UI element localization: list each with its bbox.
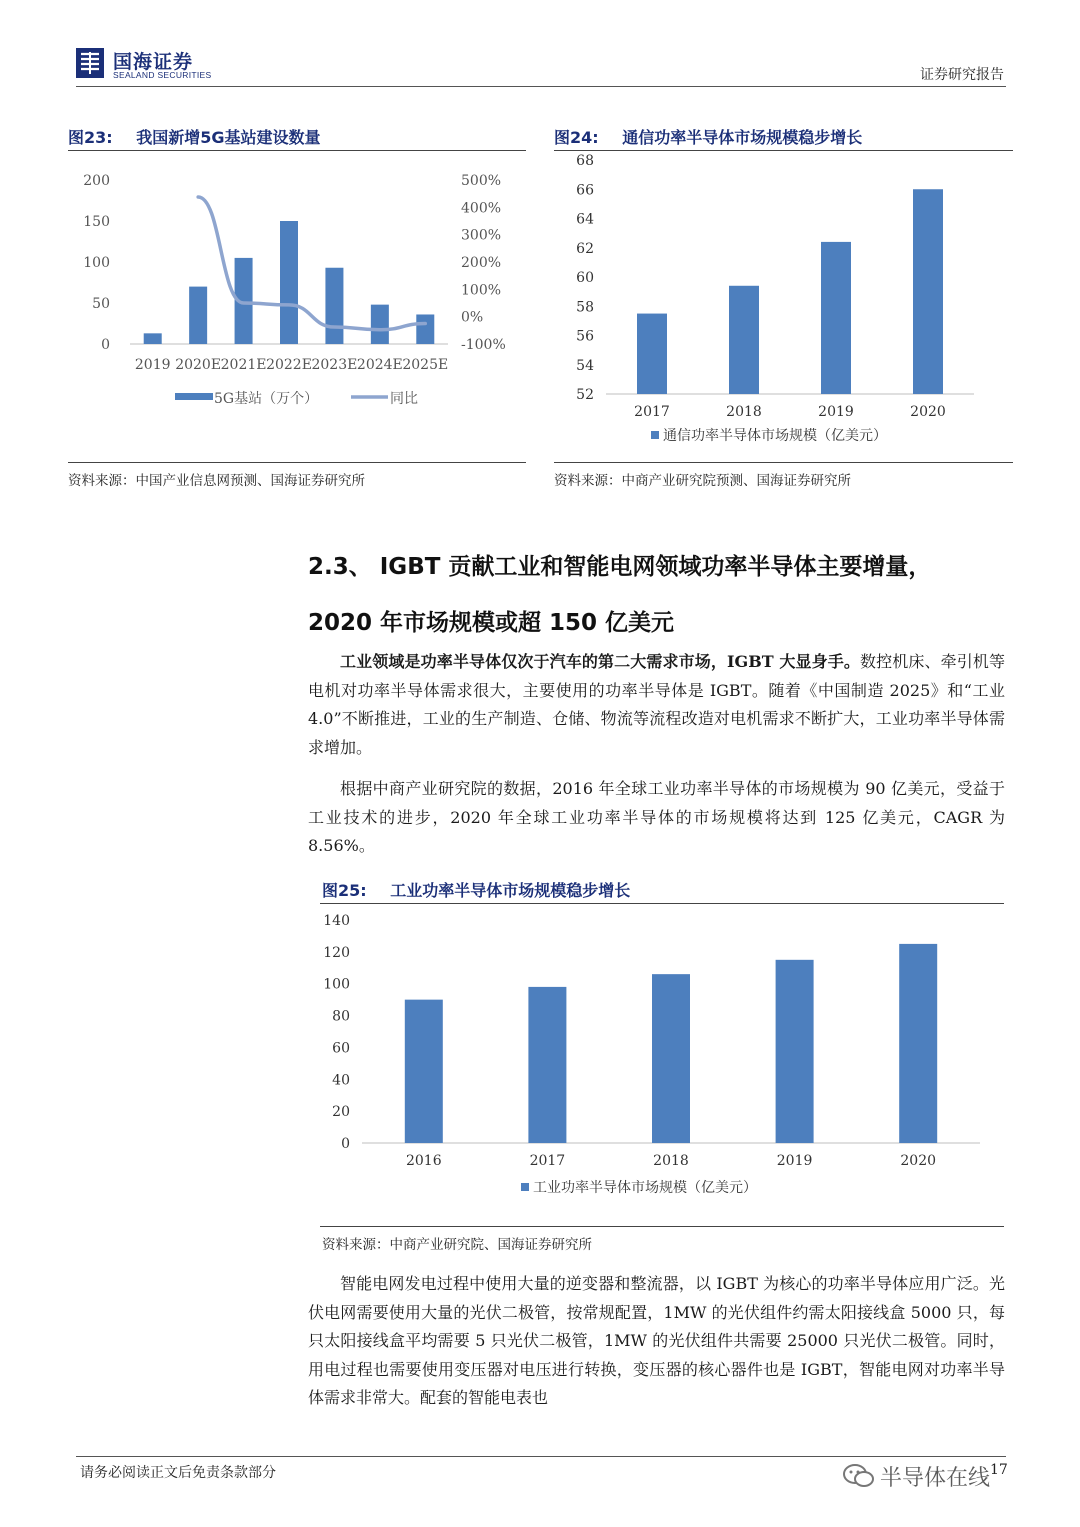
figure25-title-rule <box>320 903 1004 904</box>
paragraph-3 <box>308 1270 1005 1413</box>
paragraph-1 <box>308 648 1005 762</box>
footer-disclaimer: 请务必阅读正文后免责条款部分 <box>80 1465 276 1481</box>
figure25-bar <box>528 987 566 1143</box>
company-name: 国海证券 <box>113 51 194 73</box>
figure25-source-rule <box>320 1226 1004 1227</box>
section-heading-line2: 2020 年市场规模或超 150 亿美元 <box>308 610 675 636</box>
figure23-bar <box>144 333 162 344</box>
figure24-x-tick: 2017 <box>634 404 670 420</box>
page-number: 17 <box>990 1462 1008 1478</box>
figure24-y-tick: 66 <box>576 182 594 199</box>
figure24-title-text: 通信功率半导体市场规模稳步增长 <box>622 128 863 147</box>
figure23-right-y-tick: -100% <box>461 337 506 353</box>
wechat-icon <box>842 1462 876 1490</box>
company-name-en: SEALAND SECURITIES <box>113 70 212 80</box>
figure25-title-text: 工业功率半导体市场规模稳步增长 <box>390 881 631 900</box>
header-divider <box>76 86 1006 87</box>
figure25-bar <box>899 944 937 1143</box>
figure23-bar <box>416 314 434 344</box>
figure23-right-y-tick: 400% <box>461 200 502 217</box>
figure24-source-rule <box>554 462 1013 463</box>
figure23-x-tick: 2019 <box>134 357 171 373</box>
figure25-bar <box>776 960 814 1143</box>
paragraph-1-body: 数控机床、牵引机等电机对功率半导体需求很大，主要使用的功率半导体是 IGBT。随着《中国制造 2025》和“工业 4.0”不断推进，工业的生产制造、仓储、物流等流程改造对电机需求不断扩大，工业功率半导体需求增加。 <box>308 652 1005 757</box>
figure24-bar <box>729 286 759 394</box>
figure24-y-tick: 58 <box>576 299 594 316</box>
figure25-x-tick: 2016 <box>405 1153 442 1169</box>
company-logo-icon <box>76 48 104 78</box>
report-type: 证券研究报告 <box>920 67 1004 83</box>
figure23-label: 图23: <box>68 128 113 147</box>
figure23-source: 资料来源：中国产业信息网预测、国海证券研究所 <box>68 473 365 489</box>
figure24-bar <box>821 242 851 394</box>
figure25-y-tick: 80 <box>332 1008 350 1025</box>
figure23-right-y-tick: 500% <box>461 173 502 189</box>
figure25-x-tick: 2017 <box>529 1153 566 1169</box>
figure25-y-tick: 100 <box>323 976 350 993</box>
figure24-bar <box>913 189 943 394</box>
figure23-x-tick: 2020E <box>175 357 222 373</box>
figure25-y-tick: 60 <box>332 1040 350 1057</box>
paragraph-2 <box>308 775 1005 861</box>
figure23-left-y-tick: 100 <box>83 255 110 271</box>
figure23-left-y-tick: 150 <box>83 214 110 230</box>
figure23-left-y-tick: 50 <box>92 296 110 312</box>
figure25-x-tick: 2020 <box>900 1153 937 1169</box>
figure23-chart <box>68 155 528 425</box>
figure23-left-y-tick: 200 <box>83 173 110 189</box>
section-heading-line1: 2.3、 IGBT 贡献工业和智能电网领域功率半导体主要增量， <box>308 554 932 580</box>
figure24-chart <box>554 150 1014 450</box>
figure23-right-y-tick: 0% <box>461 309 484 326</box>
figure23-left-y-tick: 0 <box>101 337 110 353</box>
figure23-title-text: 我国新增5G基站建设数量 <box>136 128 321 147</box>
figure23-bar <box>189 287 207 344</box>
paragraph-1-lead: 工业领域是功率半导体仅次于汽车的第二大需求市场，IGBT 大显身手。 <box>340 652 860 671</box>
figure24-label: 图24: <box>554 128 599 147</box>
footer-divider <box>76 1456 1006 1457</box>
figure23-x-tick: 2023E <box>311 357 358 373</box>
figure23-source-rule <box>68 462 526 463</box>
figure23-bar <box>280 221 298 344</box>
figure25-chart <box>320 905 1005 1205</box>
figure24-y-tick: 54 <box>576 357 594 374</box>
figure25-y-tick: 40 <box>332 1072 350 1089</box>
figure24-y-tick: 68 <box>576 153 594 169</box>
figure25-label: 图25: <box>322 881 367 900</box>
figure25-y-tick: 120 <box>323 944 350 961</box>
figure23-x-tick: 2021E <box>220 357 267 373</box>
paragraph-3-text: 智能电网发电过程中使用大量的逆变器和整流器，以 IGBT 为核心的功率半导体应用广泛。光伏电网需要使用大量的光伏二极管，按常规配置，1MW 的光伏组件约需太阳接线盒 5000 只，每只太阳接线盒平均需要 5 只光伏二极管，1MW 的光伏组件共需要 25000 只光伏二极管。同时，用电过程也需要使用变压器对电压进行转换，变压器的核心器件也是 IGBT，智能电网对功率半导体需求非常大。配套的智能电表也 <box>308 1274 1005 1408</box>
figure24-bar <box>637 314 667 394</box>
figure25-x-tick: 2019 <box>776 1153 813 1169</box>
figure23-x-tick: 2025E <box>402 357 449 373</box>
figure23-bar <box>325 268 343 344</box>
figure24-y-tick: 62 <box>576 240 594 257</box>
figure24-legend-label: 通信功率半导体市场规模（亿美元） <box>663 428 887 444</box>
figure24-x-tick: 2020 <box>910 404 946 420</box>
figure23-bar <box>371 305 389 344</box>
figure23-right-y-tick: 100% <box>461 282 502 299</box>
figure24-legend-swatch <box>651 431 659 439</box>
figure24-source: 资料来源：中商产业研究院预测、国海证券研究所 <box>554 473 851 489</box>
figure25-y-tick: 140 <box>323 913 350 929</box>
figure25-legend-label: 工业功率半导体市场规模（亿美元） <box>533 1180 757 1196</box>
figure25-title <box>322 878 630 901</box>
figure25-bar <box>405 1000 443 1143</box>
figure23-title <box>68 125 321 148</box>
figure24-y-tick: 56 <box>576 328 594 345</box>
figure25-y-tick: 20 <box>332 1104 350 1121</box>
figure24-y-tick: 64 <box>576 211 594 228</box>
figure23-yoy-line <box>198 197 425 330</box>
figure25-legend-swatch <box>521 1183 529 1191</box>
figure23-legend-bar-swatch <box>175 393 213 400</box>
figure24-y-tick: 60 <box>576 270 594 286</box>
figure23-legend-line-label: 同比 <box>390 391 418 407</box>
watermark-text: 半导体在线 <box>880 1466 991 1491</box>
figure23-legend-bar-label: 5G基站（万个） <box>214 391 319 407</box>
figure25-source: 资料来源：中商产业研究院、国海证券研究所 <box>322 1237 592 1253</box>
figure23-x-tick: 2024E <box>356 357 403 373</box>
figure23-right-y-tick: 300% <box>461 227 502 244</box>
paragraph-2-text: 根据中商产业研究院的数据，2016 年全球工业功率半导体的市场规模为 90 亿美元，受益于工业技术的进步，2020 年全球工业功率半导体的市场规模将达到 125 亿美元，CAGR 为 8.56%。 <box>308 779 1005 856</box>
figure25-y-tick: 0 <box>341 1136 350 1152</box>
figure24-y-tick: 52 <box>576 387 594 403</box>
figure23-right-y-tick: 200% <box>461 255 502 271</box>
figure23-x-tick: 2022E <box>266 357 312 373</box>
figure23-title-rule <box>68 150 526 151</box>
figure24-title <box>554 125 862 148</box>
figure24-x-tick: 2019 <box>818 404 854 420</box>
figure25-x-tick: 2018 <box>653 1153 689 1169</box>
figure24-x-tick: 2018 <box>726 404 762 420</box>
figure25-bar <box>652 974 690 1143</box>
